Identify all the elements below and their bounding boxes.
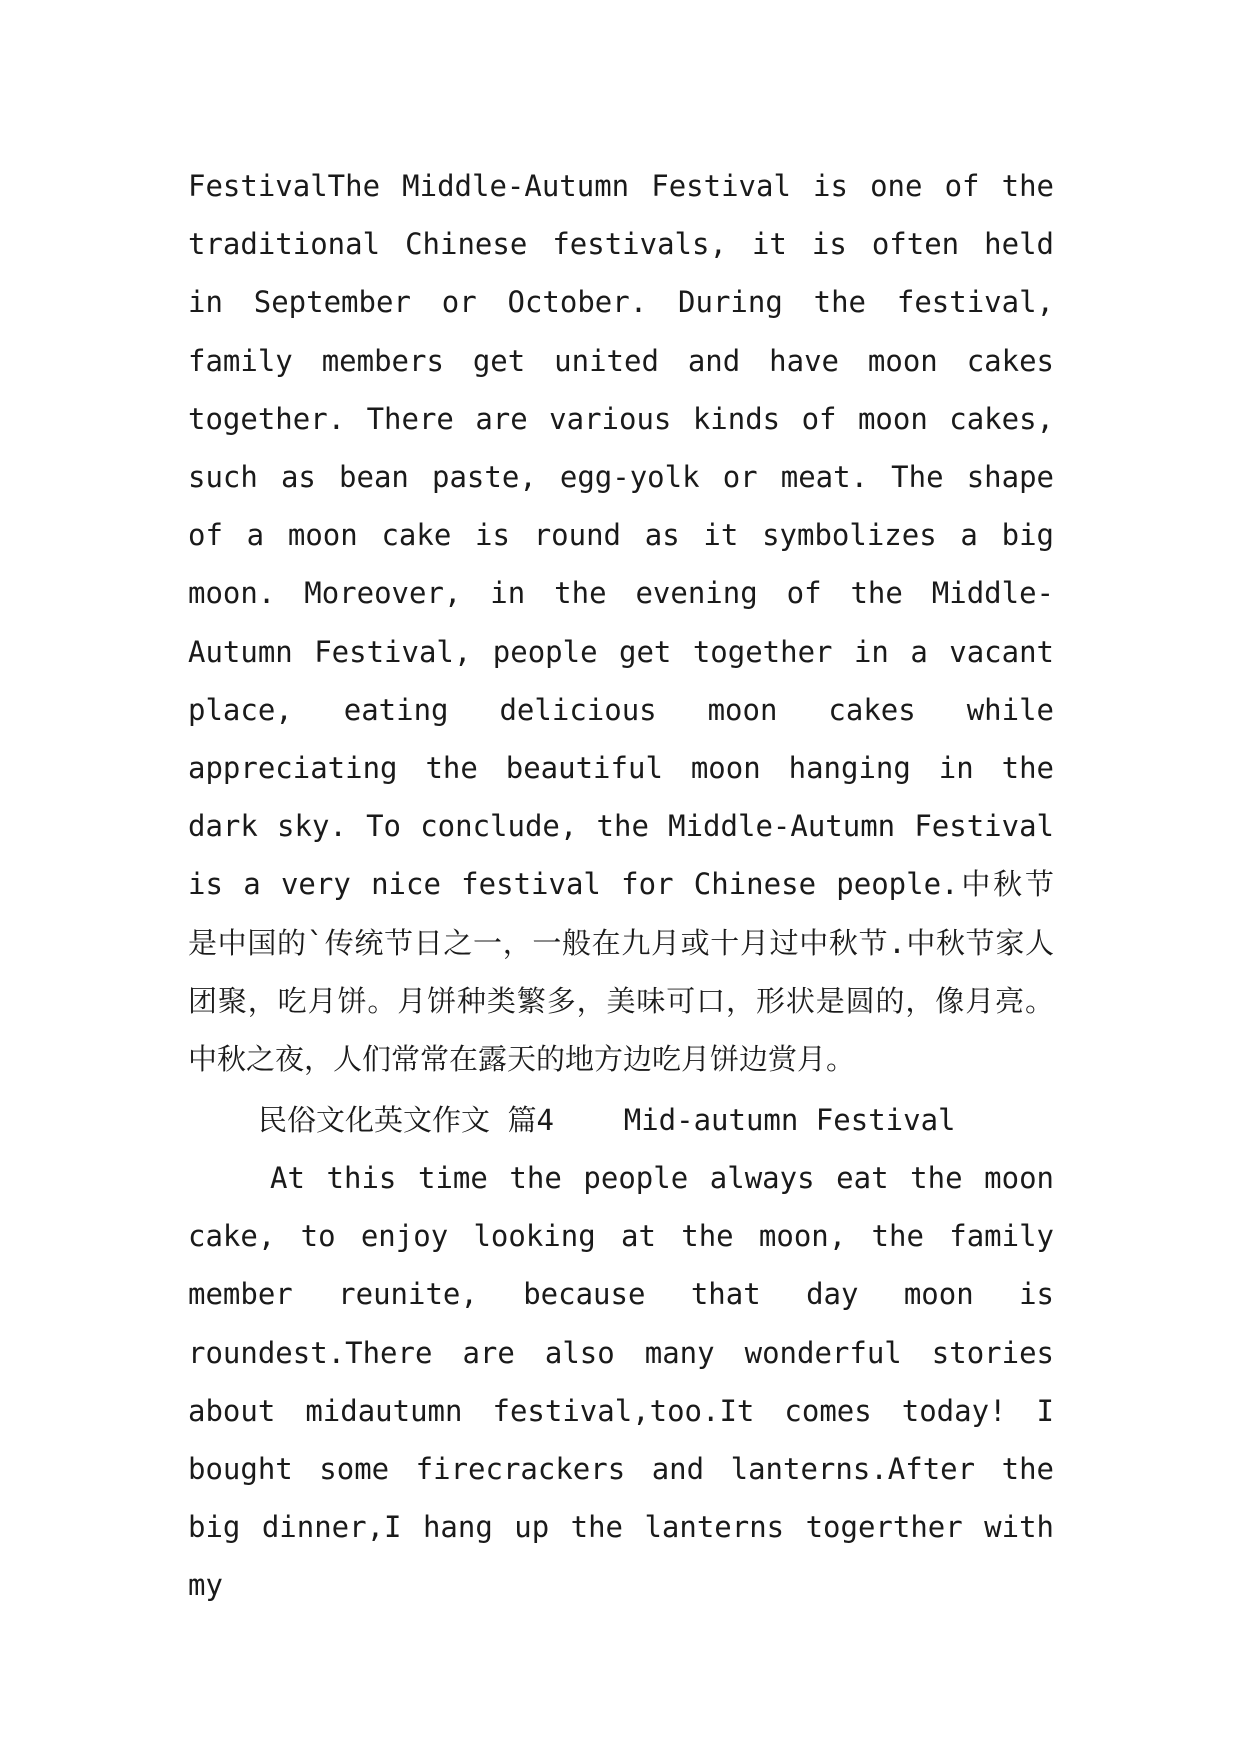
essay-paragraph-2: At this time the people always eat the moon cake, to enjoy looking at the moon, the family member reunite, because that day moon is roundest.There are also many wonderful stories about midautumn festival,too.It comes today! I bought some firecrackers and lanterns.After the big dinner,I hang up the lanterns togerther with my bbox=[188, 1161, 1054, 1603]
essay-paragraph-1: FestivalThe Middle-Autumn Festival is one of the traditional Chinese festivals, it is often held in September or October. During the festival, family members get united and have moon cakes together. There are various kinds of moon cakes, such as bean paste, egg-yolk or meat. The shape of a moon cake is round as it symbolizes a big moon. Moreover, in the evening of the Middle-Autumn Festival, people get together in a vacant place, eating delicious moon cakes while appreciating the beautiful moon hanging in the dark sky. To conclude, the Middle-Autumn Festival is a very nice festival for Chinese people.中秋节是中国的`传统节日之一，一般在九月或十月过中秋节.中秋节家人团聚，吃月饼。月饼种类繁多，美味可口，形状是圆的，像月亮。中秋之夜，人们常常在露天的地方边吃月饼边赏月。 bbox=[188, 169, 1054, 1077]
section-heading: 民俗文化英文作文 篇4 Mid-autumn Festival bbox=[258, 1103, 956, 1137]
